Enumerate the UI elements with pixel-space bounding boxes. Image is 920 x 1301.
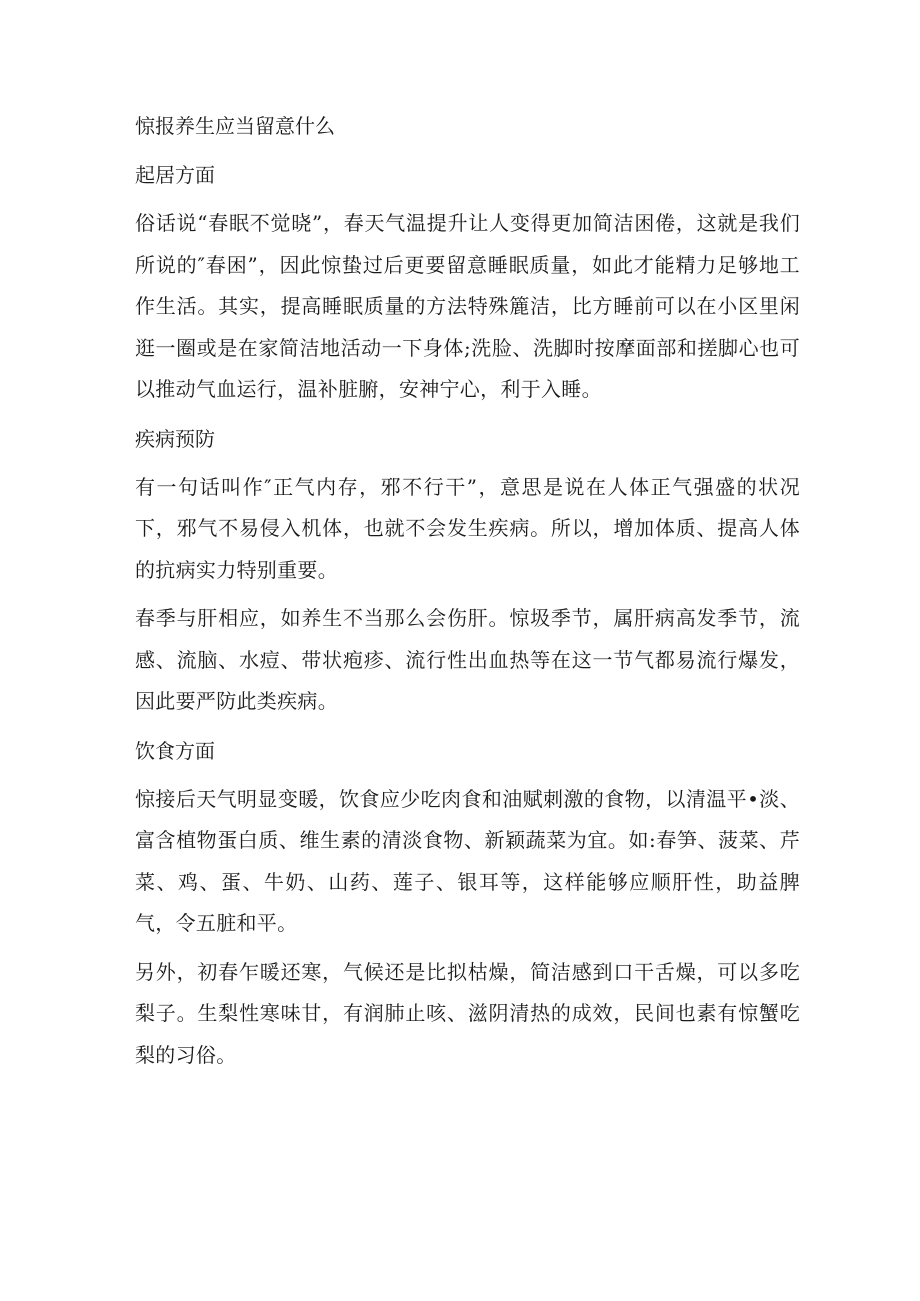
document-body (135, 112, 800, 1090)
section-heading-disease-prevention: 疾病预防 (135, 426, 215, 451)
section-heading-daily-life: 起居方面 (135, 163, 215, 187)
paragraph-diet-2: 另外，初春乍暖还寒，气候还是比拟枯燥，简洁感到口干舌燥，可以多吃梨子。生梨性寒味甘，有润肺止咳、滋阴清热的成效，民间也素有惊蟹吃梨的习俗。 (135, 959, 800, 1067)
paragraph-disease-prevention-2: 春季与肝相应，如养生不当那么会伤肝。惊圾季节，属肝病高发季节，流感、流脑、水痘、带状疱疹、流行性出血热等在这一节气都易流行爆发，因此要严防此类疾病。 (135, 606, 800, 713)
paragraph-diet-1: 惊接后天气明显变暖，饮食应少吃肉食和油赋刺激的食物，以清温平•淡、富含植物蛋白质、维生素的清淡食物、新颖蔬菜为宜。如:春笋、菠菜、芹菜、鸡、蛋、牛奶、山药、莲子、银耳等，这样能够应顺肝性，助益脾气，令五脏和平。 (135, 786, 800, 935)
paragraph-disease-prevention-1: 有一句话叫作″正气内存，邪不行干”，意思是说在人体正气强盛的状况下，邪气不易侵入机体，也就不会发生疾病。所以，增加体质、提高人体的抗病实力特别重要。 (135, 474, 800, 582)
paragraph-daily-life-1: 俗话说“春眠不觉晓”，春天气温提升让人变得更加简洁困倦，这就是我们所说的″春困”，因此惊蛰过后更要留意睡眠质量，如此才能精力足够地工作生活。其实，提高睡眠质量的方法特殊簏洁，比方睡前可以在小区里闲逛一圈或是在家简洁地活动一下身体;洗脸、洗脚时按摩面部和搓脚心也可以推动气血运行，温补脏腑，安神宁心，利于入睡。 (135, 211, 800, 401)
section-heading-diet: 饮食方面 (135, 738, 215, 763)
document-title: 惊报养生应当留意什么 (135, 114, 335, 138)
